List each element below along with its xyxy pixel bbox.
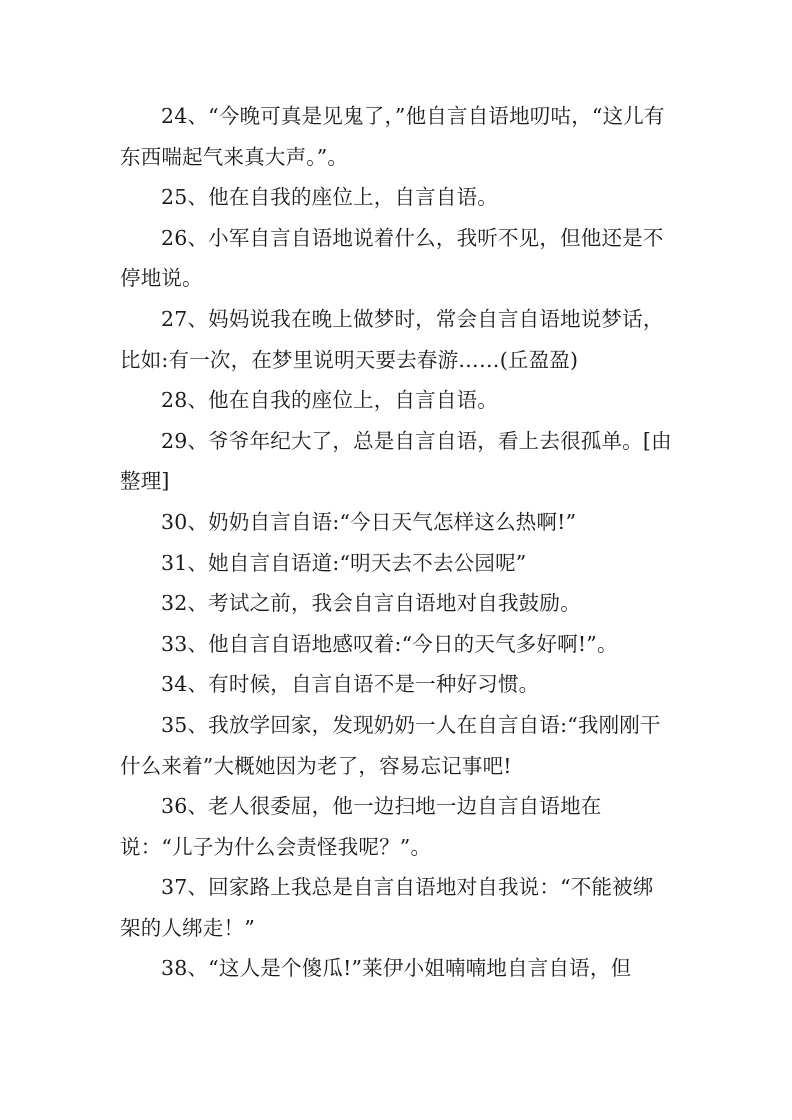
- paragraph-28: 28、他在自我的座位上，自言自语。: [161, 388, 498, 413]
- paragraph-26: 26、小军自言自语地说着什么，我听不见，但他还是不停地说。: [120, 225, 664, 291]
- paragraph-25: 25、他在自我的座位上，自言自语。: [161, 185, 498, 210]
- paragraph-33: 33、他自言自语地感叹着:“今日的天气多好啊!”。: [161, 631, 618, 656]
- paragraph-24: 24、“今晚可真是见鬼了，”他自言自语地叨咕，“这儿有东西喘起气来真大声。”。: [120, 104, 665, 169]
- paragraph-27: 27、妈妈说我在晚上做梦时，常会自言自语地说梦话，比如:有一次，在梦里说明天要去春游……(丘盈盈): [120, 306, 664, 372]
- paragraph-37: 37、回家路上我总是自言自语地对自我说：“不能被绑架的人绑走！”: [120, 875, 654, 940]
- paragraph-29: 29、爷爷年纪大了，总是自言自语，看上去很孤单。[由整理]: [120, 428, 672, 494]
- paragraph-31: 31、她自言自语道:“明天去不去公园呢”: [161, 550, 527, 575]
- paragraph-36: 36、老人很委屈，他一边扫地一边自言自语地在说：“儿子为什么会责怪我呢？”。: [120, 794, 602, 859]
- document-body: [120, 96, 672, 989]
- paragraph-32: 32、考试之前，我会自言自语地对自我鼓励。: [161, 591, 581, 616]
- paragraph-30: 30、奶奶自言自语:“今日天气怎样这么热啊!”: [161, 509, 577, 534]
- paragraph-34: 34、有时候，自言自语不是一种好习惯。: [161, 672, 540, 697]
- paragraph-38: 38、“这人是个傻瓜!”莱伊小姐喃喃地自言自语，但: [161, 956, 632, 981]
- paragraph-35: 35、我放学回家，发现奶奶一人在自言自语:“我刚刚干什么来着”大概她因为老了，容易忘记事吧!: [120, 712, 661, 778]
